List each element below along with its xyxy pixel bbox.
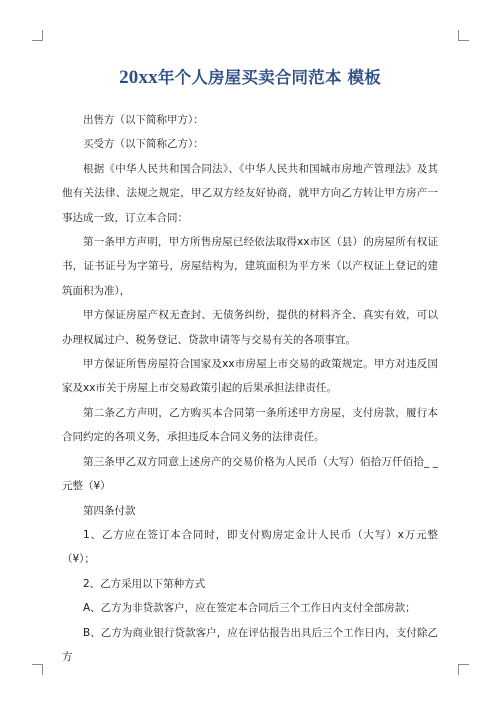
article-2-paragraph: 第二条乙方声明，乙方购买本合同第一条所述甲方房屋，支付房款，履行本合同约定的各项义务，承担违反本合同义务的法律责任。 <box>62 406 438 444</box>
seller-line: 出售方（以下简称甲方）： <box>83 114 204 126</box>
document-title <box>0 64 500 89</box>
payment-item-1: 1、乙方应在签订本合同时，即支付购房定金计人民币（大写）x万元整（¥）； <box>62 528 438 566</box>
article-4-heading: 第四条付款 <box>83 504 136 517</box>
seller-guarantee-paragraph: 甲方保证房屋产权无查封、无债务纠纷，提供的材料齐全、真实有效，可以办理权属过户、税务登记、贷款申请等与交易有关的各项事宜。 <box>62 309 438 346</box>
article-3-paragraph: 第三条甲乙双方同意上述房产的交易价格为人民币（大写）佰拾万仟佰拾_ _元整（¥） <box>62 455 438 493</box>
title-text: 年个人房屋买卖合同范本 模板 <box>157 68 381 87</box>
preamble-paragraph: 根据《中华人民共和国合同法》、《中华人民共和国城市房地产管理法》及其他有关法律、法规之规定，甲乙双方经友好协商，就甲方向乙方转让甲方房产一事达成一致，订立本合同： <box>62 162 438 224</box>
document-body <box>62 108 438 669</box>
article-1-paragraph: 第一条甲方声明，甲方所售房屋已经依法取得xx市区（县）的房屋所有权证书，证书证号为字第号，房屋结构为，建筑面积为平方米（以产权证上登记的建筑面积为准）， <box>62 236 438 297</box>
crop-mark-bottom-left <box>32 664 43 675</box>
payment-item-2: 2、乙方采用以下第种方式 <box>83 577 206 590</box>
payment-option-a: A、乙方为非贷款客户，应在签定本合同后三个工作日内支付全部房款； <box>83 602 416 615</box>
payment-option-b: B、乙方为商业银行贷款客户，应在评估报告出具后三个工作日内，支付除乙方 <box>62 626 438 663</box>
title-year: 20xx <box>119 67 158 88</box>
crop-mark-bottom-right <box>458 664 469 675</box>
buyer-line: 买受方（以下简称乙方）： <box>83 138 204 151</box>
crop-mark-top-right <box>458 30 469 41</box>
policy-compliance-paragraph: 甲方保证所售房屋符合国家及xx市房屋上市交易的政策规定。甲方对违反国家及xx市关于房屋上市交易政策引起的后果承担法律责任。 <box>62 358 438 395</box>
crop-mark-top-left <box>32 30 43 41</box>
